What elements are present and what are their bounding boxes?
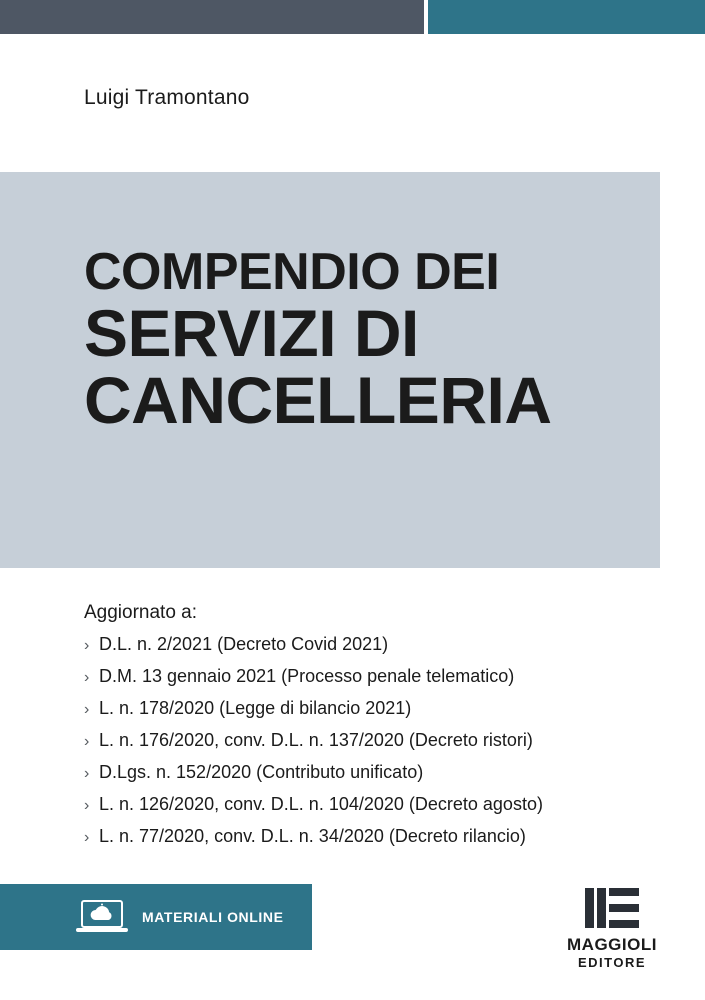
list-item-label: L. n. 176/2020, conv. D.L. n. 137/2020 (Decreto ristori) bbox=[99, 730, 533, 750]
list-item bbox=[84, 794, 664, 815]
updates-list bbox=[84, 602, 664, 858]
author-name: Luigi Tramontano bbox=[84, 86, 250, 109]
maggioli-logo-icon bbox=[553, 888, 671, 928]
chevron-right-icon: › bbox=[84, 701, 90, 718]
publisher-logo bbox=[553, 888, 671, 970]
list-item-label: D.Lgs. n. 152/2020 (Contributo unificato) bbox=[99, 762, 424, 782]
list-item bbox=[84, 762, 664, 783]
chevron-right-icon: › bbox=[84, 637, 90, 654]
badge-label: MATERIALI ONLINE bbox=[142, 909, 284, 925]
publisher-subtitle: EDITORE bbox=[577, 955, 647, 970]
chevron-right-icon: › bbox=[84, 733, 90, 750]
book-title bbox=[84, 243, 644, 438]
list-item-label: L. n. 77/2020, conv. D.L. n. 34/2020 (Decreto rilancio) bbox=[99, 826, 526, 846]
publisher-name: MAGGIOLI bbox=[567, 935, 657, 954]
list-item-label: L. n. 126/2020, conv. D.L. n. 104/2020 (Decreto agosto) bbox=[99, 794, 543, 814]
title-line-1: COMPENDIO DEI bbox=[84, 243, 500, 301]
top-color-bars bbox=[0, 0, 705, 34]
list-item-label: L. n. 178/2020 (Legge di bilancio 2021) bbox=[99, 698, 412, 718]
chevron-right-icon: › bbox=[84, 669, 90, 686]
updates-heading: Aggiornato a: bbox=[84, 602, 198, 623]
list-item bbox=[84, 826, 664, 847]
laptop-cloud-icon bbox=[76, 897, 128, 937]
chevron-right-icon: › bbox=[84, 765, 90, 782]
title-line-3: CANCELLERIA bbox=[84, 363, 552, 438]
list-item bbox=[84, 634, 664, 655]
list-item bbox=[84, 730, 664, 751]
chevron-right-icon: › bbox=[84, 829, 90, 846]
chevron-right-icon: › bbox=[84, 797, 90, 814]
list-item-label: D.L. n. 2/2021 (Decreto Covid 2021) bbox=[99, 634, 389, 654]
list-item-label: D.M. 13 gennaio 2021 (Processo penale telematico) bbox=[99, 666, 515, 686]
list-item bbox=[84, 666, 664, 687]
materiali-online-badge bbox=[0, 884, 312, 950]
title-line-2: SERVIZI DI bbox=[84, 295, 419, 370]
top-bar-left bbox=[0, 0, 424, 34]
top-bar-right bbox=[428, 0, 705, 34]
list-item bbox=[84, 698, 664, 719]
